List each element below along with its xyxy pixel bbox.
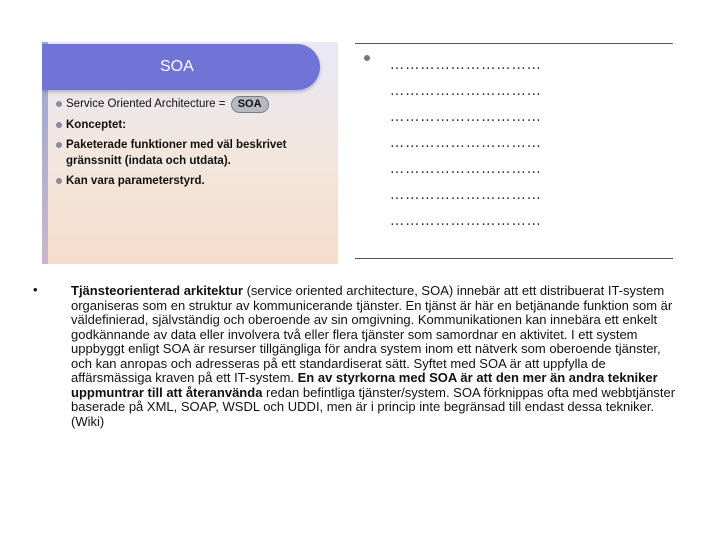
thumbnail-title-bar: [42, 44, 320, 90]
thumbnail-bullet-item: [56, 96, 326, 113]
term-heading: Tjänsteorienterad arkitektur: [71, 283, 243, 298]
notes-line: …………………………: [390, 213, 542, 229]
notes-line: …………………………: [390, 109, 542, 125]
thumbnail-bullet-text: Service Oriented Architecture =: [66, 98, 229, 110]
paragraph-emphasis: En av styrkorna med SOA är att den mer än andra tekniker uppmuntrar till att återanvända: [71, 370, 658, 400]
notes-bullet: [364, 55, 370, 61]
thumbnail-bullet-text: Konceptet:: [66, 119, 127, 131]
soa-badge: SOA: [231, 96, 269, 113]
slide-thumbnail[interactable]: [42, 42, 338, 264]
thumbnail-bullet-item: [56, 173, 326, 189]
notes-line: …………………………: [390, 161, 542, 177]
notes-line: …………………………: [390, 57, 542, 73]
notes-bottom-rule: [355, 258, 673, 259]
notes-line: …………………………: [390, 135, 542, 151]
main-bullet: •: [33, 282, 38, 297]
main-paragraph: [71, 284, 683, 429]
thumbnail-bullet-text: Paketerade funktioner med väl beskrivet gränssnitt (indata och utdata).: [66, 139, 287, 167]
notes-line: …………………………: [390, 83, 542, 99]
thumbnail-title: SOA: [160, 58, 194, 75]
notes-placeholder-lines: [390, 52, 542, 234]
notes-line: …………………………: [390, 187, 542, 203]
paragraph-tail: redan befintliga tjänster/system. SOA förknippas ofta med webbtjänster baserade på XML, SOAP, WSDL och UDDI, men är i princip inte begränsad till endast dessa tekniker. (Wiki): [71, 384, 676, 429]
thumbnail-bullet-list: [56, 96, 326, 193]
notes-top-rule: [355, 43, 673, 44]
thumbnail-bullet-text: Kan vara parameterstyrd.: [66, 175, 205, 187]
paragraph-body: (service oriented architecture, SOA) innebär att ett distribuerat IT-system organiseras som en struktur av kommunicerande tjänster. En tjänst är här en betjänande funktion som är väldefinierad, självständig och oberoende av sin omgivning. Kommunikationen kan innebära ett enkelt godkännande av data eller involvera två eller flera tjänster som samordnar en aktivitet. I ett system uppbyggt enligt SOA är resurser tillgängliga för andra system inom ett nätverk som oberoende tjänster, och kan anropas och adresseras på ett standardiserat sätt. Syftet med SOA är att uppfylla de affärsmässiga kraven på ett IT-system.: [71, 283, 673, 385]
thumbnail-bullet-item: [56, 117, 326, 133]
thumbnail-bullet-item: [56, 137, 326, 169]
